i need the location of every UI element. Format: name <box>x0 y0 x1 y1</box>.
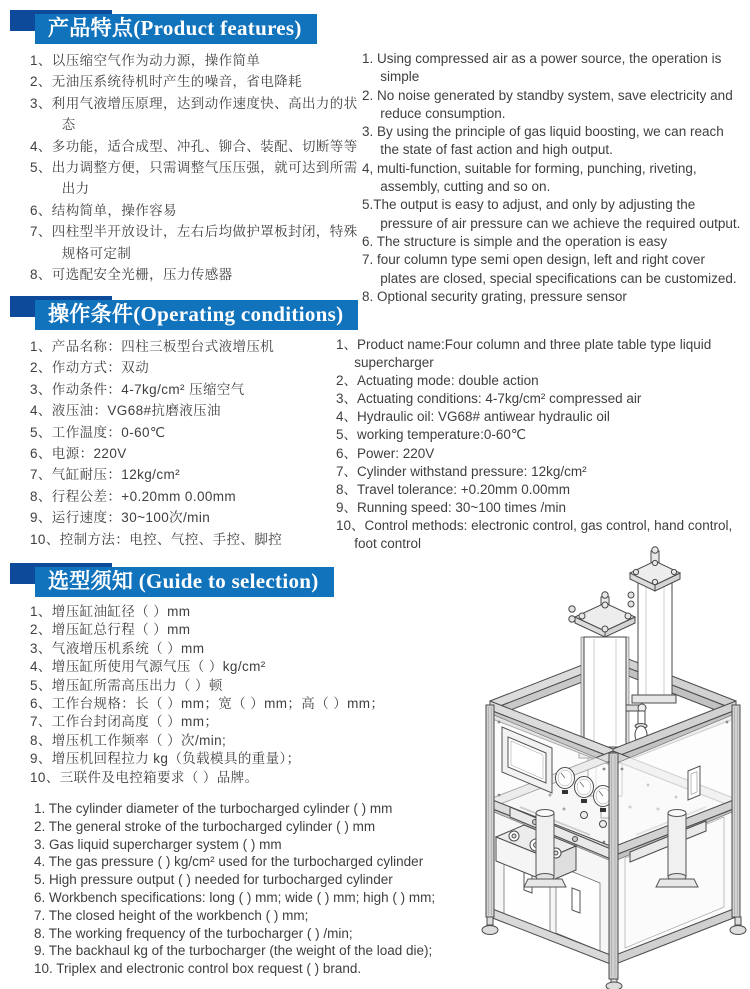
list-item: 2、增压缸总行程（ ）mm <box>30 622 191 638</box>
list-item: 3. Gas liquid supercharger system ( ) mm <box>34 836 282 852</box>
list-item: 7、四柱型半开放设计，左右后均做护罩板封闭，特殊规格可定制 <box>30 224 358 261</box>
list-item: 6、工作台规格：长（ ）mm；宽（ ）mm；高（ ）mm； <box>30 696 385 712</box>
list-item: 1、Product name:Four column and three plate table type liquid supercharger <box>336 337 712 371</box>
list-item: 7. The closed height of the workbench ( ) mm; <box>34 907 309 923</box>
list-item: 9、增压机回程拉力 kg（负载模具的重量）； <box>30 751 301 767</box>
list-item: 5、工作温度：0-60℃ <box>30 424 166 440</box>
list-item: 6、电源：220V <box>30 446 127 462</box>
list-item: 1、以压缩空气作为动力源，操作简单 <box>30 53 261 68</box>
list-item: 6、Power: 220V <box>336 445 435 461</box>
list-item: 3、利用气液增压原理，达到动作速度快、高出力的状态 <box>30 95 358 133</box>
list-item: 7、工作台封闭高度（ ）mm； <box>30 714 219 730</box>
list-item: 7、气缸耐压：12kg/cm² <box>30 467 181 483</box>
list-item: 2、无油压系统待机时产生的噪音，省电降耗 <box>30 74 303 90</box>
section-operating-conditions <box>0 294 750 553</box>
list-item: 5.The output is easy to adjust, and only by adjusting the pressure of air pressure can we achieve the required output. <box>362 197 741 231</box>
list-item: 4、Hydraulic oil: VG68# antiwear hydraulic oil <box>336 409 610 425</box>
list-item: 9、Running speed: 30~100 times /min <box>336 499 567 515</box>
door-handle-slot <box>572 888 580 913</box>
list-item: 1、增压缸油缸径（ ）mm <box>30 604 191 619</box>
section-title-banner: 选型须知 (Guide to selection) <box>35 567 334 597</box>
list-item: 2、作动方式：双动 <box>30 360 150 376</box>
list-item: 3、气液增压机系统（ ）mm <box>30 640 205 656</box>
list-item: 3. By using the principle of gas liquid boosting, we can reach the state of fast action and high output. <box>362 124 724 158</box>
list-item: 10、Control methods: electronic control, gas control, hand control, foot control <box>336 517 733 552</box>
panel-button <box>600 821 607 828</box>
list-item: 8. The working frequency of the turbocharger ( ) /min; <box>34 925 353 941</box>
list-item: 3、Actuating conditions: 4-7kg/cm² compressed air <box>336 391 642 407</box>
list-item: 4、多功能，适合成型、冲孔、铆合、装配、切断等等 <box>30 138 358 154</box>
section-product-features <box>0 8 750 306</box>
selection-list-cn <box>0 603 478 787</box>
list-item: 6. The structure is simple and the operation is easy <box>362 233 668 249</box>
list-item: 4, multi-function, suitable for forming, punching, riveting, assembly, cutting and so on. <box>362 160 697 195</box>
list-item: 7. four column type semi open design, left and right cover plates are closed, special specifications can be customized. <box>362 252 737 286</box>
list-item: 2. No noise generated by standby system, save electricity and reduce consumption. <box>362 87 733 121</box>
list-item: 10、控制方法：电控、气控、手控、脚控 <box>30 531 283 547</box>
list-item: 8、Travel tolerance: +0.20mm 0.00mm <box>336 481 570 497</box>
machine-technical-drawing <box>480 545 748 989</box>
list-item: 6. Workbench specifications: long ( ) mm; wide ( ) mm; high ( ) mm; <box>34 890 436 906</box>
list-item: 3、作动条件：4-7kg/cm² 压缩空气 <box>30 381 245 397</box>
list-item: 5、增压缸所需高压出力（ ）顿 <box>30 677 223 693</box>
list-item: 1. Using compressed air as a power source, the operation is simple <box>362 51 722 85</box>
list-item: 4. The gas pressure ( ) kg/cm² used for the turbocharged cylinder <box>34 854 424 870</box>
list-item: 4、增压缸所使用气源气压（ ）kg/cm² <box>30 659 266 675</box>
list-item: 1. The cylinder diameter of the turbocharged cylinder ( ) mm <box>34 801 393 817</box>
list-item: 8、行程公差：+0.20mm 0.00mm <box>30 488 237 504</box>
list-item: 4、液压油：VG68#抗磨液压油 <box>30 403 221 419</box>
list-item: 5、working temperature:0-60℃ <box>336 427 526 443</box>
list-item: 7、Cylinder withstand pressure: 12kg/cm² <box>336 463 587 479</box>
section-header <box>0 294 750 330</box>
section-header <box>0 8 750 44</box>
list-item: 2. The general stroke of the turbocharged cylinder ( ) mm <box>34 818 376 834</box>
features-list-en <box>362 50 744 306</box>
list-item: 8、增压机工作频率（ ）次/min; <box>30 732 227 748</box>
section-title-banner: 操作条件(Operating conditions) <box>35 300 358 330</box>
list-item: 10、三联件及电控箱要求（ ）品牌。 <box>30 769 259 785</box>
list-item: 8. Optional security grating, pressure sensor <box>362 288 627 304</box>
list-item: 9、运行速度：30~100次/min <box>30 510 211 526</box>
guard-handle-slot <box>688 766 700 800</box>
list-item: 8、可选配安全光栅，压力传感器 <box>30 267 233 283</box>
list-item: 1、产品名称：四柱三板型台式液增压机 <box>30 339 275 354</box>
features-list-cn <box>30 50 358 285</box>
list-item: 5、出力调整方便，只需调整气压压强，就可达到所需出力 <box>30 160 358 197</box>
section-title-banner: 产品特点(Product features) <box>35 14 317 44</box>
list-item: 9. The backhaul kg of the turbocharger (the weight of the load die); <box>34 943 433 959</box>
list-item: 6、结构简单，操作容易 <box>30 202 177 218</box>
list-item: 2、Actuating mode: double action <box>336 373 539 389</box>
panel-button <box>581 812 588 819</box>
list-item: 10. Triplex and electronic control box request ( ) brand. <box>34 961 362 977</box>
conditions-list-en <box>336 336 744 553</box>
list-item: 5. High pressure output ( ) needed for turbocharged cylinder <box>34 872 393 888</box>
selection-list-en <box>0 800 478 978</box>
press-machine-isometric <box>480 545 748 989</box>
conditions-list-cn <box>30 336 330 550</box>
